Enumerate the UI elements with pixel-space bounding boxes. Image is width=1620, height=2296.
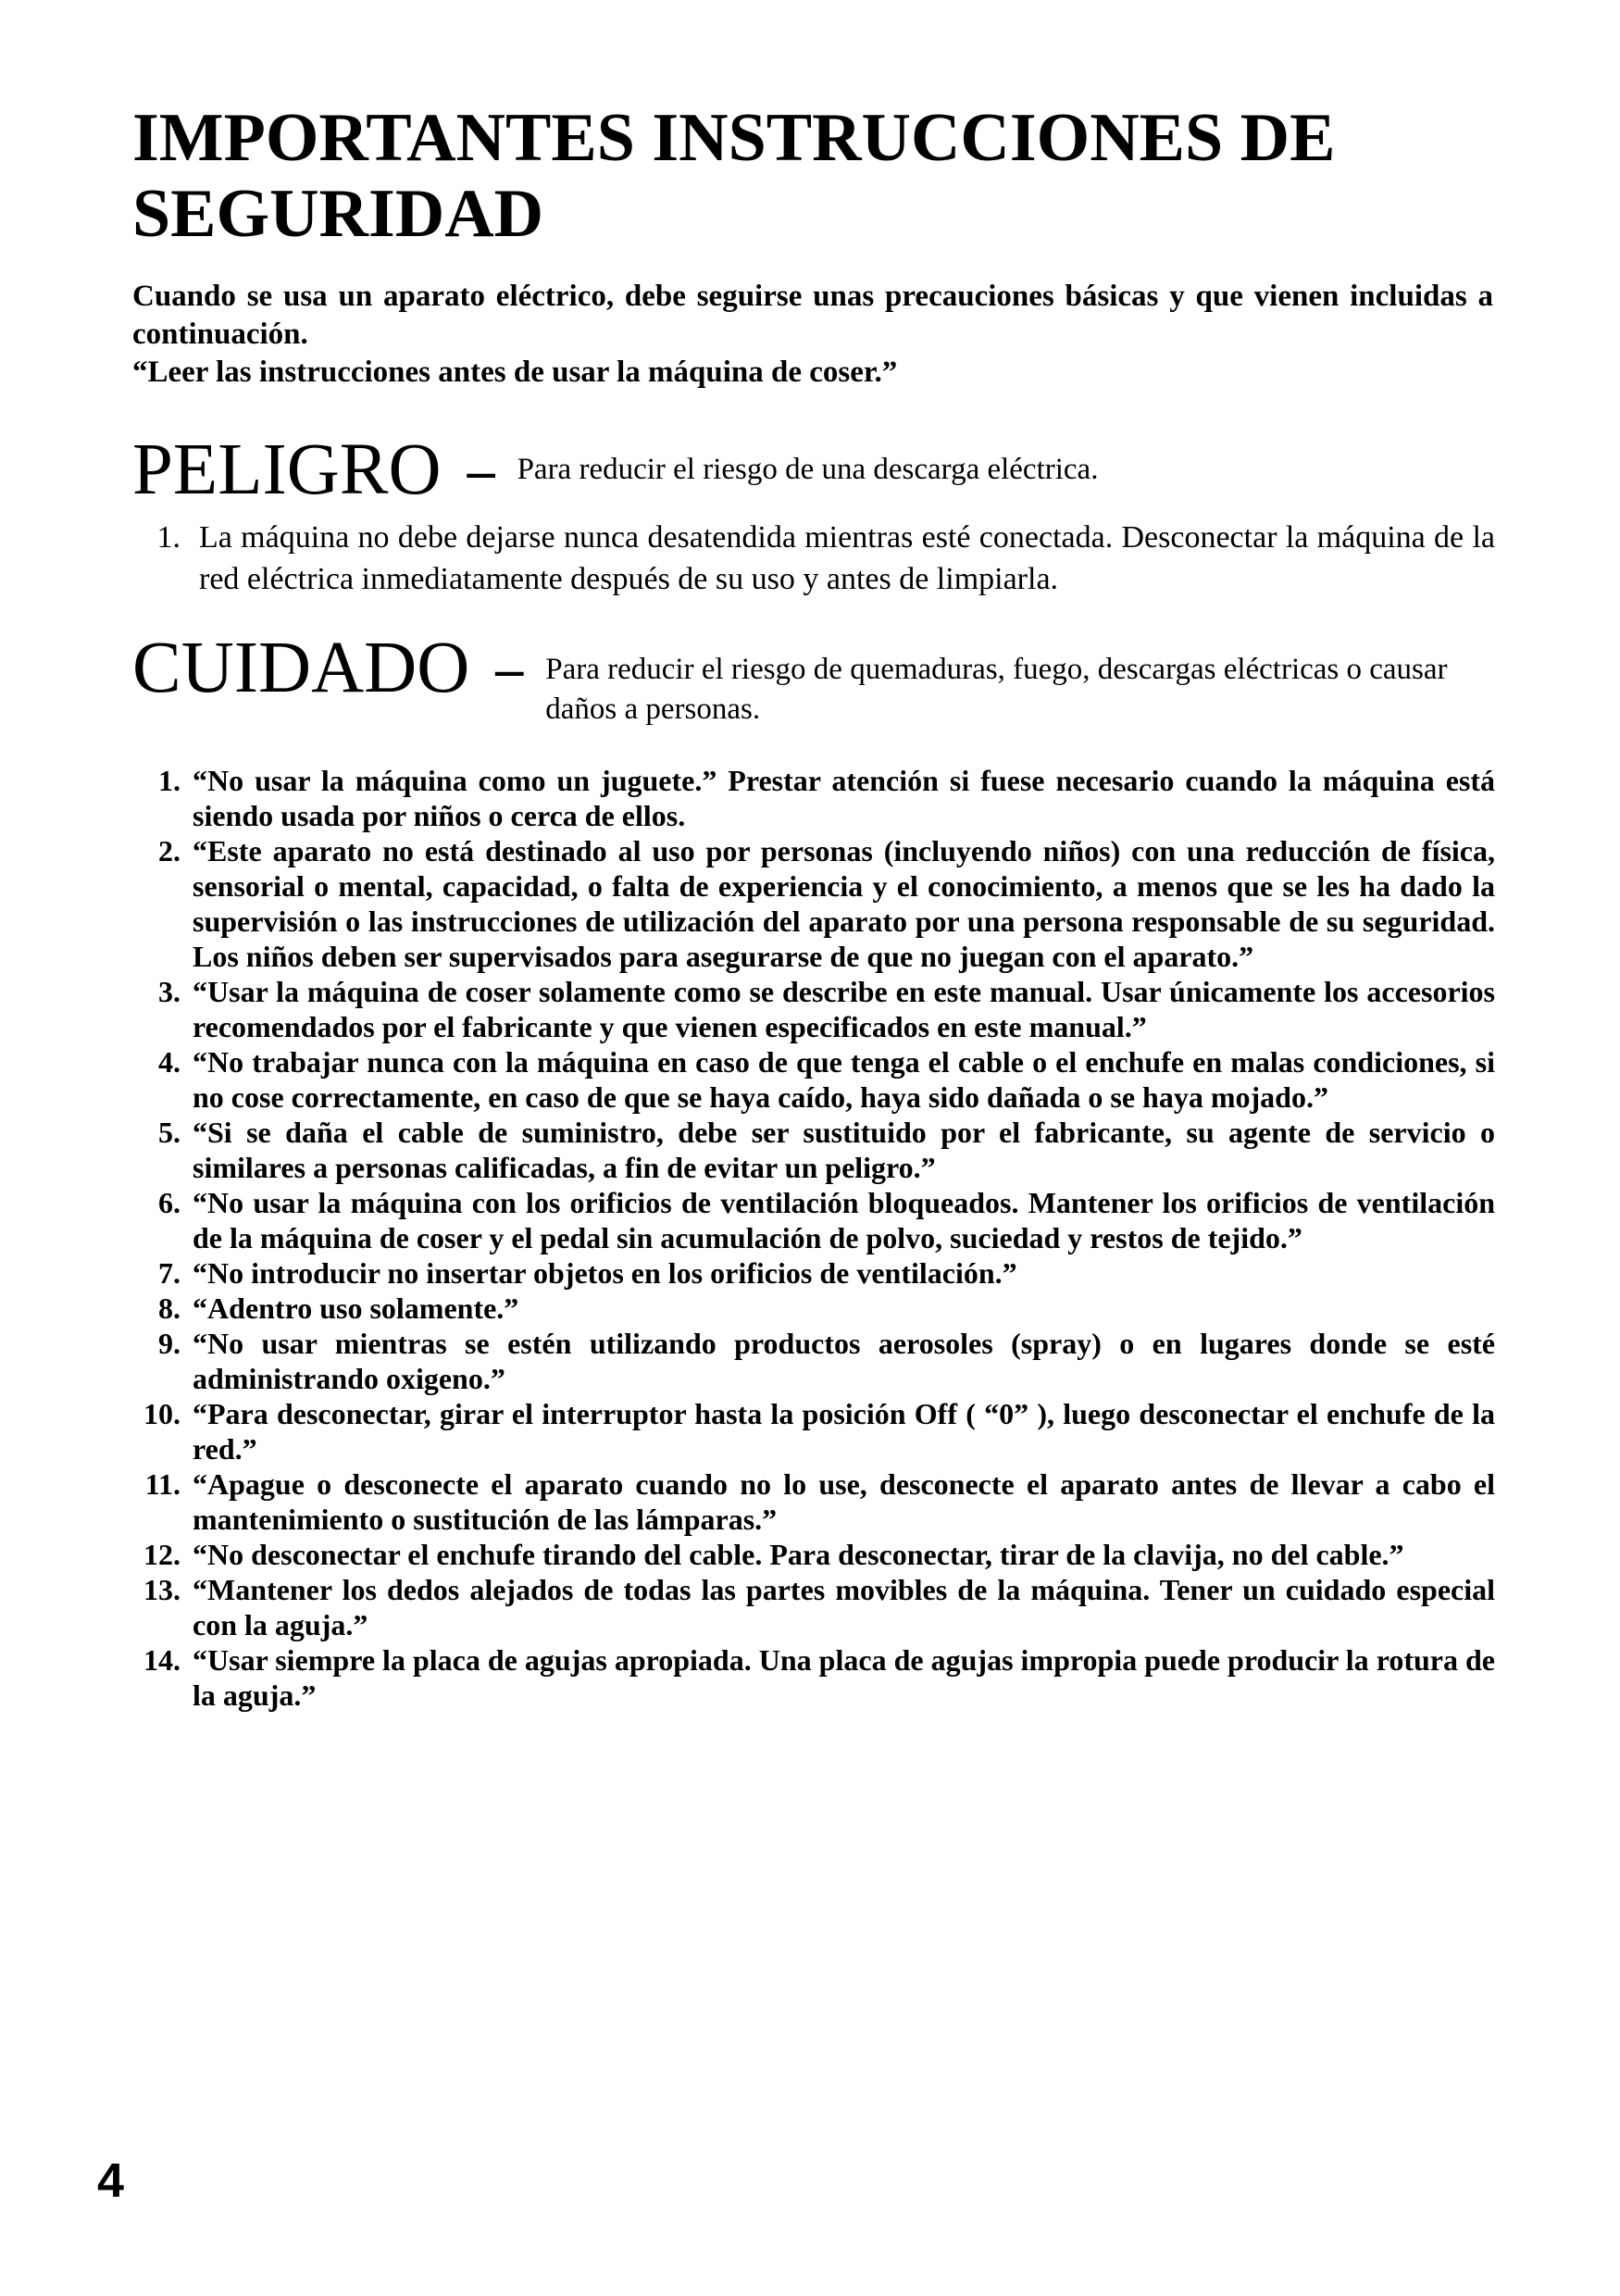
peligro-list	[132, 517, 1495, 600]
item-text: “Este aparato no está destinado al uso por personas (incluyendo niños) con una reducción de física, sensorial o mental, capacidad, o falta de experiencia y el conocimiento, a menos que se les ha dado la supervisión o las instrucciones de utilización del aparato por una persona responsable de su seguridad. Los niños deben ser supervisados para asegurarse de que no juegan con el aparato.”	[193, 834, 1495, 973]
list-item	[132, 1185, 1495, 1255]
list-item	[132, 833, 1495, 974]
list-item	[132, 1255, 1495, 1291]
item-number: 14.	[143, 1643, 181, 1677]
item-text: “No desconectar el enchufe tirando del cable. Para desconectar, tirar de la clavija, no del cable.”	[193, 1538, 1404, 1571]
list-item	[132, 1537, 1495, 1572]
list-item	[132, 1291, 1495, 1326]
list-item	[132, 1326, 1495, 1396]
item-number: 4.	[158, 1045, 181, 1079]
intro-instruction: “Leer las instrucciones antes de usar la máquina de coser.”	[132, 356, 898, 389]
item-number: 9.	[158, 1327, 181, 1360]
cuidado-dash: –	[495, 638, 524, 699]
cuidado-subtitle: Para reducir el riesgo de quemaduras, fuego, descargas eléctricas o causar daños a personas.	[545, 653, 1448, 726]
item-number: 5.	[158, 1116, 181, 1149]
page-number: 4	[97, 2154, 124, 2208]
list-item	[132, 974, 1495, 1044]
peligro-subtitle: Para reducir el riesgo de una descarga eléctrica.	[517, 453, 1099, 486]
peligro-header	[132, 430, 1099, 510]
cuidado-heading: CUIDADO	[132, 628, 470, 708]
item-text: La máquina no debe dejarse nunca desatendida mientras esté conectada. Desconectar la máquina de la red eléctrica inmediatamente después de su uso y antes de limpiarla.	[199, 520, 1495, 596]
peligro-dash: –	[467, 440, 495, 501]
item-text: “No introducir no insertar objetos en los orificios de ventilación.”	[193, 1256, 1017, 1290]
item-number: 13.	[143, 1573, 181, 1606]
item-text: “No usar la máquina con los orificios de ventilación bloqueados. Mantener los orificios de ventilación de la máquina de coser y el pedal sin acumulación de polvo, suciedad y restos de tejido.”	[193, 1186, 1495, 1254]
item-number: 12.	[143, 1538, 181, 1571]
item-text: “Para desconectar, girar el interruptor hasta la posición Off ( “0” ), luego desconectar el enchufe de la red.”	[193, 1397, 1495, 1466]
intro	[132, 278, 1493, 392]
item-number: 8.	[158, 1292, 181, 1325]
list-item	[132, 1466, 1495, 1537]
list-item	[132, 1044, 1495, 1115]
cuidado-list	[132, 763, 1495, 1713]
item-text: “No trabajar nunca con la máquina en caso de que tenga el cable o el enchufe en malas condiciones, si no cose correctamente, en caso de que se haya caído, haya sido dañada o se haya mojado.”	[193, 1045, 1495, 1114]
item-number: 7.	[158, 1256, 181, 1290]
peligro-heading: PELIGRO	[132, 430, 442, 510]
item-text: “Si se daña el cable de suministro, debe ser sustituido por el fabricante, su agente de servicio o similares a personas calificadas, a fin de evitar un peligro.”	[193, 1116, 1495, 1184]
item-number: 1.	[158, 764, 181, 797]
page-title: IMPORTANTES INSTRUCCIONES DE SEGURIDAD	[132, 100, 1336, 252]
list-item	[132, 1642, 1495, 1713]
item-text: “Usar siempre la placa de agujas apropiada. Una placa de agujas impropia puede producir la rotura de la aguja.”	[193, 1643, 1495, 1712]
item-text: “Adentro uso solamente.”	[193, 1292, 519, 1325]
item-number: 1.	[156, 520, 181, 555]
item-number: 6.	[158, 1186, 181, 1219]
intro-text: Cuando se usa un aparato eléctrico, debe seguirse unas precauciones básicas y que vienen incluidas a continuación.	[132, 280, 1493, 351]
item-text: “No usar mientras se estén utilizando productos aerosoles (spray) o en lugares donde se esté administrando oxigeno.”	[193, 1327, 1495, 1395]
list-item	[132, 1396, 1495, 1466]
list-item	[132, 763, 1495, 833]
item-text: “No usar la máquina como un juguete.” Prestar atención si fuese necesario cuando la máquina está siendo usada por niños o cerca de ellos.	[193, 764, 1495, 832]
list-item	[132, 1572, 1495, 1642]
item-text: “Apague o desconecte el aparato cuando no lo use, desconecte el aparato antes de llevar a cabo el mantenimiento o sustitución de las lámparas.”	[193, 1467, 1495, 1536]
item-number: 3.	[158, 975, 181, 1008]
cuidado-header	[132, 628, 1452, 730]
item-number: 2.	[158, 834, 181, 867]
item-text: “Mantener los dedos alejados de todas las partes movibles de la máquina. Tener un cuidado especial con la aguja.”	[193, 1573, 1495, 1641]
item-number: 10.	[143, 1397, 181, 1430]
list-item	[132, 1115, 1495, 1185]
item-text: “Usar la máquina de coser solamente como se describe en este manual. Usar únicamente los accesorios recomendados por el fabricante y que vienen especificados en este manual.”	[193, 975, 1495, 1043]
item-number: 11.	[144, 1467, 181, 1501]
list-item	[132, 517, 1495, 600]
